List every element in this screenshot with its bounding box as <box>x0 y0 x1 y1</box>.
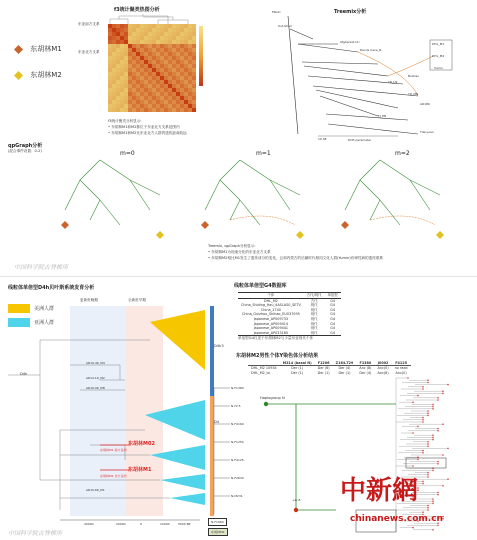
ychrom-leaf <box>417 426 419 428</box>
f3-heatmap-panel <box>78 4 228 139</box>
ychrom-leaf <box>432 500 434 502</box>
phylo-title: 线粒体单倍型D4h贝叶斯系统发育分析 <box>8 285 95 291</box>
phylo-m1-sub: 东胡林M1 南方亚洲 <box>100 448 127 452</box>
ychrom-leaf <box>432 470 434 472</box>
ychrom-leaf <box>437 399 439 401</box>
ychrom-leaf <box>437 428 439 430</box>
g4-cell: 古代 <box>310 298 318 303</box>
treemix-leaf-afg: Afghanist-Uri <box>340 40 360 44</box>
qpgraph-edge <box>410 180 440 195</box>
g4-cell: Japanese_AP009733 <box>253 316 289 321</box>
heatmap-note-1: • 东胡林M1和M2都位于东亚北方支系范围内 <box>108 125 180 129</box>
ychrom-leaf <box>422 417 424 419</box>
g4-cell: G4 <box>330 312 335 317</box>
ychrom-leaf <box>427 505 429 507</box>
g4-cell: 现代 <box>304 331 325 336</box>
qpgraph-edge <box>270 180 300 195</box>
ychrom-col-header: F1380 <box>356 361 374 366</box>
qpgraph-edge <box>205 180 220 210</box>
treemix-leaf-devils: Devils Cave_N <box>360 48 382 52</box>
qpgraph-m2-marker <box>296 231 304 239</box>
clade-label-2: AR14.1K_M2 <box>86 376 105 380</box>
ychrom-leaf <box>427 445 429 447</box>
g4-cell: 现代 <box>310 316 318 321</box>
ychrom-leaf <box>442 390 444 392</box>
ychrom-left-tree <box>200 368 260 538</box>
ychrom-leaf <box>422 511 424 513</box>
phylo-m1-label: 东胡林M1 <box>128 467 152 473</box>
qpgraph-m1-marker <box>341 221 349 229</box>
qpgraph-edge <box>240 160 270 180</box>
ychrom-cell: Anc(0) <box>377 366 389 371</box>
ychrom-leaf <box>427 443 429 445</box>
clade-label-1: AR19.4K_M4 <box>86 361 105 365</box>
qpgraph-graph-0 <box>61 160 164 239</box>
g4-panel <box>232 280 472 350</box>
ychrom-leaf <box>432 503 434 505</box>
qpgraph-m2-marker <box>156 231 164 239</box>
ychrom-leaf <box>442 393 444 395</box>
haplogroup-label: Haplogroup N <box>260 396 285 400</box>
ychrom-cell: Der (1) <box>338 370 351 375</box>
qpgraph-admix-edge <box>370 216 435 225</box>
ychrom-leaf <box>447 478 449 480</box>
era-label-pleistocene: 全新世早期 <box>128 298 146 302</box>
ychrom-title: 东胡林M2男性个体Y染色体分析结果 <box>236 353 319 359</box>
qpgraph-m1-marker <box>201 221 209 229</box>
ychrom-leaf <box>422 483 424 485</box>
heatmap-grid <box>108 24 196 112</box>
qpgraph-edge <box>370 200 380 220</box>
treemix-leaf-tianyuan: Tianyuan <box>420 130 434 134</box>
ychrom-panel <box>200 350 476 540</box>
treemix-leaf-m2: DHL_M2 <box>432 54 445 58</box>
g4-cell: G4 <box>330 316 335 321</box>
ychrom-leaf <box>422 419 424 421</box>
g4-cell: 现代 <box>310 307 318 312</box>
axis-tick-2: 20000 <box>116 522 126 526</box>
treemix-axis-label: Drift parameter <box>348 138 372 142</box>
ychrom-cell: Anc(0) <box>395 370 407 375</box>
haplo-d4-label: D4 <box>214 420 220 424</box>
qpgraph-edge <box>130 180 160 195</box>
treemix-leaf-mbuti: Mbuti <box>272 10 281 14</box>
ychrom-cell: Der (1) <box>291 366 304 371</box>
ychrom-cell: Der (1) <box>291 370 304 375</box>
axis-tick-1: 40000 <box>84 522 94 526</box>
ychrom-leaf <box>447 448 449 450</box>
g4-col-individual: 个体 <box>238 293 304 299</box>
ychrom-leaf <box>427 415 429 417</box>
qpgraph-edge <box>65 180 80 210</box>
g4-cell: 现代 <box>310 303 318 308</box>
qpgraph-graph-1 <box>201 160 304 239</box>
qpgraph-graph-2 <box>341 160 444 239</box>
ychrom-leaf <box>407 377 409 379</box>
ychrom-cell: DHL_M2 10934 <box>251 366 277 371</box>
axis-tick-5: 5000 BP <box>178 522 191 526</box>
ychrom-leaf <box>417 395 419 397</box>
ychrom-leaf <box>427 474 429 476</box>
ychrom-leaf <box>437 463 439 465</box>
g4-cell: G4 <box>330 303 335 308</box>
qpgraph-edge <box>80 160 100 180</box>
qpgraph-graphs <box>0 140 477 250</box>
ychrom-leaf <box>432 404 434 406</box>
g4-title: 线粒体单倍型G4数据库 <box>234 283 287 289</box>
ychrom-cell: Der (6) <box>317 366 330 371</box>
phylo-legend-americas: 美洲人群 <box>8 304 54 313</box>
qpgraph-edge <box>270 180 290 210</box>
g4-cell: G4 <box>330 326 335 331</box>
qpgraph-edge <box>240 200 260 225</box>
heatmap-colorbar <box>199 26 203 86</box>
g4-cell: G4 <box>330 321 335 326</box>
ychrom-leaf <box>432 437 434 439</box>
g4-cell: G4 <box>325 331 341 336</box>
legend-m1-label: 东胡林M1 <box>30 45 62 53</box>
phylo-m2-label: 东胡林M02 <box>128 441 155 447</box>
ychrom-leaf <box>412 401 414 403</box>
clade-label-3: AR19.9K_M8 <box>86 386 105 390</box>
g4-cell: G4 <box>330 298 335 303</box>
axis-tick-3: 0 <box>140 522 142 526</box>
qpgraph-m1-marker <box>61 221 69 229</box>
ychrom-leaf <box>422 386 424 388</box>
treemix-leaf-yumin: Yumin <box>434 66 444 70</box>
ychrom-leaf <box>427 472 429 474</box>
era-label-holocene: 更新世晚期 <box>80 298 98 302</box>
phylo-legend-asia: 亚洲人群 <box>8 318 54 327</box>
phylo-m2-sub: 东胡林M2 北方亚洲 <box>100 474 127 478</box>
ychrom-leaf <box>427 476 429 478</box>
qpgraph-edge <box>80 180 100 200</box>
clade-label-4: AR19.6K_M1 <box>86 488 105 492</box>
g4-cell: China_Shiding_Hau_4ASLAS0_SETV <box>241 303 301 308</box>
ychrom-leaf <box>422 388 424 390</box>
ychrom-leaf <box>412 527 414 529</box>
ychrom-tree-node-label: N-F1254 <box>231 440 244 444</box>
g4-col-age: 古代/现代 <box>304 293 325 299</box>
qpgraph-panel <box>0 140 477 270</box>
qpgraph-edge <box>345 180 360 210</box>
ivpp-watermark-bottom: 中国科学院古脊椎所 <box>8 530 63 537</box>
ychrom-leaf <box>442 485 444 487</box>
ivpp-watermark-mid: 中国科学院古脊椎所 <box>14 264 69 271</box>
ychrom-col-header: Z16/L729 <box>333 361 357 366</box>
qpgraph-edge <box>100 200 120 225</box>
chinanews-url: chinanews.com.cn <box>350 514 443 524</box>
ychrom-leaf <box>447 384 449 386</box>
heatmap-label-north: 东亚北方支系 <box>78 50 100 54</box>
ychrom-leaf <box>422 452 424 454</box>
ychrom-leaf <box>427 507 429 509</box>
ychrom-leaf <box>422 481 424 483</box>
qpgraph-note-2: • 东胡林M2相比M1发生了遗传成分的变化，且和内蒙古的后藤时代相同文化人群(Yumin)有弹性病的遗传联系 <box>208 256 384 260</box>
treemix-leaf-fjen: FJ_EN <box>378 114 387 118</box>
qpgraph-edge <box>220 180 240 200</box>
axis-tick-4: 10000 <box>160 522 170 526</box>
ychrom-col-header: J0002 <box>375 361 392 366</box>
ychrom-tree-node-label: N-F4169 <box>231 422 244 426</box>
ychrom-tree-node-label: N-M231 <box>231 494 243 498</box>
phylo-tree <box>0 280 228 530</box>
qpgraph-edge <box>380 160 410 180</box>
heatmap-label-south: 东亚南方支系 <box>78 22 100 26</box>
legend-m2 <box>14 70 62 80</box>
g4-cell: 现代 <box>310 326 318 331</box>
ychrom-root-node: N-F1960 <box>208 518 227 526</box>
qpgraph-edge <box>410 180 430 210</box>
qpgraph-edge <box>90 200 100 220</box>
ychrom-leaf <box>437 492 439 494</box>
ychrom-leaf <box>422 421 424 423</box>
qpgraph-notes-intro: Treemix, qpGraph分析显示: <box>208 244 256 248</box>
ychrom-leaf <box>442 423 444 425</box>
treemix-panel <box>258 4 473 144</box>
ychrom-leaf <box>422 450 424 452</box>
ychrom-col-header: F4125 <box>392 361 411 366</box>
qpgraph-subtitle: (混合事件设置：0-2) <box>8 149 42 153</box>
g4-cell: 现代 <box>310 312 318 317</box>
qpgraph-edge <box>380 200 400 225</box>
section-divider <box>0 276 477 277</box>
ychrom-leaf <box>432 529 434 531</box>
treemix-scale-label: 10 SE <box>318 137 327 141</box>
treemix-leaf-m1: DHL_M1 <box>432 42 445 46</box>
treemix-title: Treemix分析 <box>334 9 367 15</box>
ychrom-cell: Anc (8) <box>359 366 372 371</box>
g4-cell: China_Guizhou_Shihao_EU037095 <box>242 312 300 317</box>
ychrom-cell: no read <box>394 366 408 371</box>
heatmap-note-2: • 东胡林M1和M2比东亚北方人群的遗传距离较远 <box>108 131 187 135</box>
qpgraph-note-1: • 东胡林M1为现東分化的东亚北方支系 <box>208 250 271 254</box>
ychrom-leaf <box>432 408 434 410</box>
heatmap-notes-intro: f3统计聚类分析显示: <box>108 119 142 123</box>
ychrom-leaf <box>437 525 439 527</box>
ychrom-tree-node-label: N-F1380 <box>231 386 244 390</box>
ychrom-cell: DHL_M2_to <box>251 370 270 375</box>
treemix-leaf-boshan: Boshan <box>408 74 420 78</box>
g4-cell: Japanese_AP009414 <box>253 321 289 326</box>
g4-col-haplotype: 单倍型 <box>325 293 341 299</box>
ychrom-leaf <box>427 441 429 443</box>
qpgraph-m0-label: m=0 <box>120 150 135 157</box>
ychrom-col-header: F1206 <box>315 361 333 366</box>
qpgraph-edge <box>360 160 380 180</box>
legend-m1 <box>14 44 62 54</box>
d4h-phylo-panel <box>0 280 228 530</box>
ychrom-leaf <box>442 454 444 456</box>
qpgraph-edge <box>360 180 380 200</box>
ychrom-leaf <box>412 465 414 467</box>
ychrom-leaf <box>417 459 419 461</box>
ychrom-node-label: +2/-8 <box>292 498 301 502</box>
qpgraph-edge <box>100 160 130 180</box>
ychrom-leaf <box>437 397 439 399</box>
ychrom-leaf <box>432 498 434 500</box>
g4-cell: G4 <box>330 307 335 312</box>
ychrom-dhl-node: 东胡林M2 <box>208 528 228 536</box>
qpgraph-title: qpGraph分析 <box>8 143 43 149</box>
ychrom-cell: Der (1) <box>317 370 330 375</box>
treemix-leaf-ustishim: Ust-Ishim <box>278 24 293 28</box>
ychrom-leaf <box>412 432 414 434</box>
treemix-leaf-ar18k: AR18K <box>420 102 430 106</box>
ychrom-leaf <box>427 509 429 511</box>
g4-cell: Japanese_AP009441 <box>253 326 289 331</box>
qpgraph-m2-label: m=2 <box>395 150 410 157</box>
g4-cell: DHL_M2 <box>263 298 278 303</box>
g4-table <box>238 292 341 336</box>
ychrom-leaf <box>432 439 434 441</box>
haplo-d4h-label: D4h <box>20 372 28 376</box>
qpgraph-edge <box>130 180 150 210</box>
qpgraph-edge <box>230 200 240 220</box>
ychrom-leaf <box>427 379 429 381</box>
ychrom-tree-node-label: N-F2630 <box>231 476 244 480</box>
ychrom-leaf <box>432 434 434 436</box>
ychrom-leaf <box>437 461 439 463</box>
m2-diamond-icon <box>14 71 23 80</box>
ychrom-leaf <box>427 410 429 412</box>
ychrom-cell: Der (4) <box>338 366 351 371</box>
ychrom-leaf <box>432 406 434 408</box>
heatmap-title: f3统计聚类热图分析 <box>114 7 160 13</box>
qpgraph-admix-edge <box>230 216 295 225</box>
ychrom-cell: Der (4) <box>359 370 372 375</box>
g4-note: 单倍型G4仅见于东胡林M2与少量东亚现代个体 <box>238 336 314 340</box>
g4-cell: Japanese_AP033160 <box>238 331 304 336</box>
ychrom-leaf <box>437 494 439 496</box>
m1-diamond-icon <box>14 45 23 54</box>
heatmap-cell <box>192 108 196 112</box>
qpgraph-m1-label: m=1 <box>256 150 271 157</box>
ychrom-cell: Anc(8) <box>377 370 389 375</box>
qpgraph-edge <box>220 160 240 180</box>
treemix-leaf-yrln: YR_LN <box>388 80 398 84</box>
g4-cell: China_1740 <box>260 307 281 312</box>
treemix-leaf-yrmn: YR_MN <box>408 92 419 96</box>
chinanews-logo: 中新網 <box>340 476 419 506</box>
ychrom-leaf <box>427 412 429 414</box>
qpgraph-m2-marker <box>436 231 444 239</box>
ychrom-tree-node-label: N-F4125 <box>231 458 244 462</box>
legend-m2-label: 东胡林M2 <box>30 71 62 79</box>
g4-cell: 现代 <box>310 321 318 326</box>
ychrom-leaf <box>427 382 429 384</box>
ychrom-tree-node-label: N-Y2.5 <box>231 404 241 408</box>
heatmap-dendrogram-top <box>108 14 198 24</box>
ychrom-col-header: M214 (basal N) <box>280 361 315 366</box>
ychrom-leaf <box>437 430 439 432</box>
haplo-d4h3-label: D4h3 <box>214 344 224 348</box>
